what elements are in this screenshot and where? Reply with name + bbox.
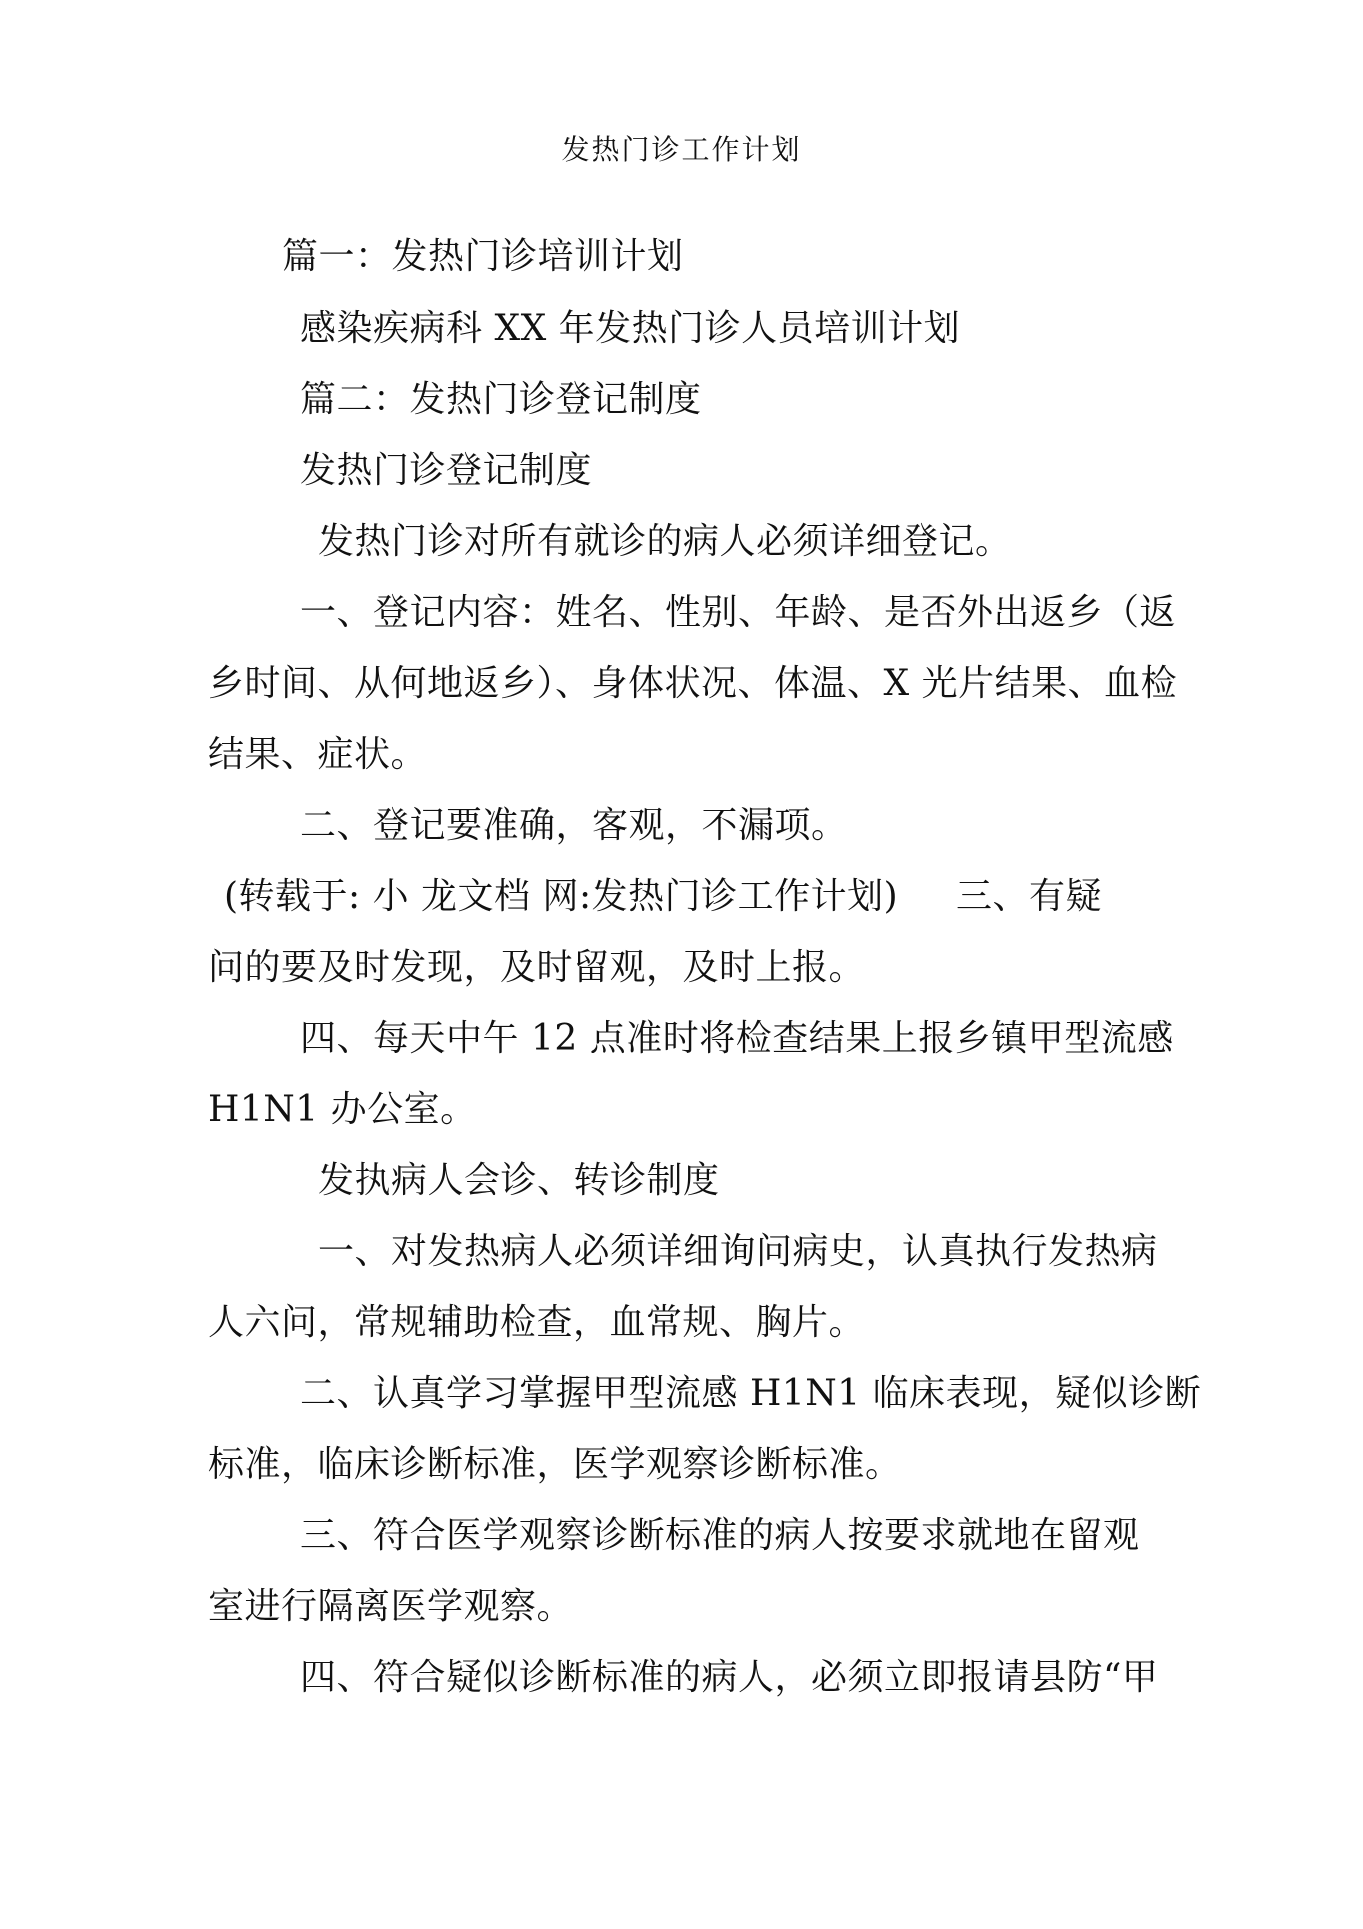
paragraph-line: 发热门诊对所有就诊的病人必须详细登记。 <box>318 521 1012 562</box>
paragraph-line: 一、对发热病人必须详细询问病史，认真执行发热病 <box>318 1231 1158 1272</box>
source-note: (转载于: 小 龙文档 网:发热门诊工作计划) <box>224 876 899 917</box>
paragraph-line: 三、有疑 <box>956 876 1103 917</box>
paragraph-line: H1N1 办公室。 <box>208 1089 477 1130</box>
section-heading-1: 篇一：发热门诊培训计划 <box>282 236 684 277</box>
paragraph-line: 人六问，常规辅助检查，血常规、胸片。 <box>208 1302 866 1343</box>
paragraph-line: 二、登记要准确，客观，不漏项。 <box>300 805 848 846</box>
paragraph-line: 室进行隔离医学观察。 <box>208 1586 574 1627</box>
paragraph-line: 标准，临床诊断标准，医学观察诊断标准。 <box>208 1444 902 1485</box>
paragraph-line: 三、符合医学观察诊断标准的病人按要求就地在留观 <box>300 1515 1140 1556</box>
header-note <box>0 74 1363 104</box>
paragraph-line: 一、登记内容：姓名、性别、年龄、是否外出返乡（返 <box>300 592 1177 633</box>
section-heading-2: 篇二：发热门诊登记制度 <box>300 379 702 420</box>
paragraph-line: 乡时间、从何地返乡）、身体状况、体温、X 光片结果、血检 <box>208 663 1178 704</box>
footer-note <box>0 1776 1363 1806</box>
subsection-heading: 发热门诊登记制度 <box>300 450 593 491</box>
paragraph-line: 四、符合疑似诊断标准的病人，必须立即报请县防“甲 <box>300 1657 1159 1698</box>
paragraph-line: 感染疾病科 XX 年发热门诊人员培训计划 <box>300 308 961 349</box>
paragraph-line: 二、认真学习掌握甲型流感 H1N1 临床表现，疑似诊断 <box>300 1373 1202 1414</box>
document-title: 发热门诊工作计划 <box>561 133 802 166</box>
subsection-heading: 发执病人会诊、转诊制度 <box>318 1160 720 1201</box>
paragraph-line: 问的要及时发现，及时留观，及时上报。 <box>208 947 866 988</box>
paragraph-line: 四、每天中午 12 点准时将检查结果上报乡镇甲型流感 <box>300 1018 1174 1059</box>
paragraph-line: 结果、症状。 <box>208 734 428 775</box>
